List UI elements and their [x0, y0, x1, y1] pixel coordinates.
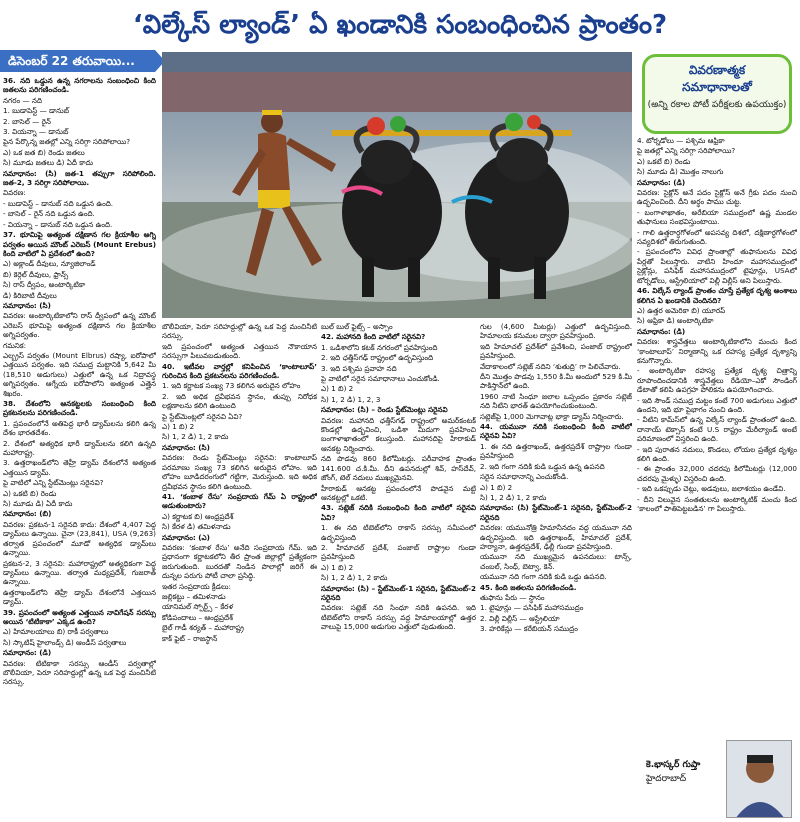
body-text: నది పొడవు 860 కిలోమీటర్లు. పరీవాహక ప్రాంతం 141.600 చ.కి.మీ. దీని ఉపనదుల్లో శివ్, హస్‌దేవ్, జోంగ్, టెల్ నదులు ముఖ్యమైనవి. — [321, 454, 476, 483]
body-text: గమనిక: — [3, 340, 27, 350]
body-text: పై స్టేట్‌మెంట్లలో సరైనవి ఏవి? — [162, 411, 243, 421]
answer-text: సమాధానం: (సి) — [3, 300, 51, 310]
body-text: సి) 1, 2 డి) 1, 2 కాదు — [480, 492, 547, 502]
body-text: సి) మూడు జతలు డి) ఏదీ కాదు — [3, 158, 94, 168]
body-text: - బుడాపెస్ట్ – డానుబ్ నది ఒడ్డున ఉంది. — [3, 198, 114, 208]
body-text: పైన పేర్కొన్న జతల్లో ఎన్ని సరిగ్గా సరిపోలాయి? — [3, 137, 131, 147]
body-text: 1. బుడాపెస్ట్ — డానుబ్ — [3, 106, 70, 116]
body-text: - బాసెల్ – రైన్ నది ఒడ్డున ఉంది. — [3, 209, 95, 219]
body-text: వివరణ: సైక్లోన్ అనే పదం సైక్లోస్ అనే గ్రీకు పదం నుంచి ఉద్భవించింది. దీని అర్థం పాము చుట్ట. — [637, 188, 797, 207]
body-text: 2. ఇది గంగా నదికి కుడి ఒడ్డున ఉన్న ఉపనది — [480, 461, 605, 471]
body-text: ఇది హిమాచల్ ప్రదేశ్‌లో ప్రవేశించి, పంజాబ్ రాష్ట్రంలో ప్రవహిస్తుంది. — [480, 341, 632, 361]
body-text: ఎల్బ్రస్ పర్వతం (Mount Elbrus) రష్యా, ఐరోపాలో ఎత్తయిన పర్వతం. ఇది సముద్ర మట్టానికి 5,642 మీ (18,510 అడుగులు) ఎత్తులో ఉన్న ఒక నిద్రావస్థ అగ్నిపర్వతం. ఆగ్నేయ ఐరోపాలోని అత్యంత ఎత్తైన శిఖరం. — [3, 350, 156, 398]
answer-text: సమాధానం: (ఎ) — [162, 532, 210, 542]
body-text: 2. బాసెల్ — రైన్ — [3, 116, 51, 126]
body-text: తుఫాను పేరు — స్థానం — [480, 592, 545, 602]
author-credit — [646, 760, 726, 786]
body-text: సి) రాస్ ద్వీపం, అంటార్కిటికా — [3, 280, 86, 290]
body-text: సి) 1, 2 డి) 1, 2 కాదు — [162, 432, 229, 442]
body-text: జల్లికట్టు – తమిళనాడు — [162, 591, 226, 601]
question-text: 40. ఇటీవల వార్తల్లో కనిపించిన ‘కాంటాలూప్’ గురించిన కింది ప్రకటనలను పరిగణించండి. — [162, 361, 317, 381]
body-text: 2. ఇది ఛత్తీస్‌గఢ్ రాష్ట్రంలో ఉద్భవిస్తుంది — [321, 353, 434, 363]
answer-text: సమాధానం: (సి) జత-1 తప్పుగా సరిపోలింది. జత-2, 3 సరిగ్గా సరిపోలాయి. — [3, 168, 156, 188]
body-text: బొలీవియా, పెరూ సరిహద్దుల్లో ఉన్న ఒక పెద్ద మంచినీటి సరస్సు. — [162, 322, 317, 341]
body-text: - ఇది ఒకప్పుడు చెట్లు, అడవులు, జలాశయం ఉండేవి. — [637, 484, 786, 494]
body-text: సి) ఆఫ్రికా డి) అంటార్కిటికా — [637, 316, 714, 326]
body-text: సి) స్కాటిష్ హైలాండ్స్ డి) ఆండీస్ పర్వతాలు — [3, 637, 127, 647]
body-text: ప్రకటన-2, 3 సరైనవి: మహారాష్ట్రలో అత్యధికంగా పెద్ద డ్యామ్‌లు ఉన్నాయి. తర్వాత మధ్యప్రదేశ్, గుజరాత్ ఉన్నాయి. — [3, 558, 156, 587]
body-text: 1. ప్రపంచంలోనే అతిపెద్ద భారీ డ్యామ్‌లను కలిగి ఉన్న దేశం భారతదేశం. — [3, 418, 156, 438]
body-text: 2. ఇది అధిక ద్రవీభవన స్థానం, తుప్పు నిరోధక లక్షణాలను కలిగి ఉంటుంది — [162, 391, 317, 411]
body-text: వివరణ: సట్లెజ్ నది సింధూ నదికి ఉపనది. ఇది టిబెట్‌లోని రాకాస్ సరస్సు వద్ద హిమాలయాల్లో ఉత్తర వాలుపై 15,000 అడుగుల ఎత్తులో పుడుతుంది. — [321, 603, 476, 632]
body-text: - ఈ ప్రాంతం 32,000 చదరపు కిలోమీటర్లు (12,000 చదరపు మైళ్ళు) విస్తరించి ఉంది. — [637, 464, 797, 483]
callout-line1: వివరణాత్మక — [688, 63, 746, 77]
question-text: 36. నది ఒడ్డున ఉన్న నగరాలను సంబంధించి కింది జతలను పరిగణించండి. — [3, 76, 156, 95]
author-photo — [726, 740, 792, 818]
body-text: వివరణ: శాస్త్రవేత్తలు అంటార్కిటికాలోని మంచు కింద ‘కాంటాలూప్’ నిర్మాణాన్ని ఒక రహస్య ప్రత్యేక దృశ్యాన్ని కనుగొన్నారు. — [637, 337, 797, 365]
body-text: 2. హిమాచల్ ప్రదేశ్, పంజాబ్ రాష్ట్రాల గుండా ప్రవహిస్తుంది — [321, 542, 476, 562]
body-text: - అంటార్కిటికా రహస్య ప్రత్యేక దృశ్య చిత్రాన్ని రూపొందించడానికి శాస్త్రవేత్తలు రేడియో–ఎకో సౌండింగ్ డేటాతో కలిపి ఉపగ్రహ పోలికను ఉపయోగించారు. — [637, 366, 797, 395]
answer-text: సమాధానం: (డి) — [3, 648, 52, 658]
body-text: వివరణ: ‘కంబాళ రేసు’ అనేది సంప్రదాయ గేమ్. ఇది ప్రధానంగా కర్ణాటకలోని తీర ప్రాంత జిల్లాల్లో ప్రత్యేకంగా జరుగుతుంది. బురదతో నిండిన పొలాల్లో జరిగే ఈ దున్నల పరుగు పోటీ చాలా ప్రసిద్ధి. — [162, 542, 317, 581]
question-text: 37. భూమిపై అత్యంత దక్షిణాన గల క్రియాశీల అగ్ని పర్వతం అయిన మౌంట్ ఎరెబస్ (Mount Erebus) కింది వాటిలో ఏ ప్రదేశంలో ఉంది? — [3, 230, 156, 258]
body-text: యమునా నది ముఖ్యమైన ఉపనదులు: టాన్స్, చంబల్, సింధ్, బెట్వా, కెన్. — [480, 552, 632, 571]
body-text: సి) 1, 2 డి) 1, 2 కాదు — [321, 573, 388, 583]
body-text: వివరణ: అంటార్కిటికాలోని రాస్ ద్వీపంలో ఉన్న మౌంట్ ఎరెబస్ భూమిపై అత్యంత దక్షిణాన గల క్రియాశీల అగ్నిపర్వతం. — [3, 311, 156, 340]
body-text: పై వాటిలో ఎన్ని స్టేట్‌మెంట్లు సరైనవి? — [3, 478, 104, 488]
body-text: యమునా నది గంగా నదికి కుడి ఒడ్డు ఉపనది. — [480, 572, 607, 582]
answer-text: సమాధానం: (డి) — [637, 177, 686, 187]
body-text: - వీటిని కామ్‌స్‌లో ఉన్న విల్కేస్ ల్యాండ్ ప్రాంతంలో ఉంది. దానాయ్ టెక్సాస్ కంటే U.S రాష్ట్రం మేరీల్యాండ్ అంటే పరిమాణంలో విస్తరించి ఉంది. — [637, 415, 797, 444]
question-text: 39. ప్రపంచంలో అత్యంత ఎత్తయిన నావిగేషన్ సరస్సు అయిన ‘టిటికాకా’ ఎక్కడ ఉంది? — [3, 607, 156, 626]
body-text: డి) కిరిబాటి దీవులు — [3, 290, 57, 300]
body-text: సి) మూడు డి) ఏదీ కాదు — [3, 499, 73, 509]
question-text: 45. కింది జతలను పరిగణించండి. — [480, 582, 577, 592]
answer-text: సమాధానం: (బి) — [3, 509, 52, 519]
body-text: ఎ) అక్లాండ్ దీవులు, న్యూజిలాండ్ — [3, 259, 96, 269]
column-2 — [162, 322, 317, 820]
body-text: - ఇది సౌండ్ సముద్ర మట్టం కంటే 700 అడుగులు ఎత్తులో ఉందని, ఇది భూ పైభాగం నుంచి ఉంది. — [637, 395, 797, 414]
body-text: ఇతర సంప్రదాయ క్రీడలు: — [162, 581, 231, 591]
body-text: 4. టోర్నడోలు — పశ్చిమ ఆఫ్రికా — [637, 136, 725, 145]
body-text: ఎ) 1 బి) 2 — [321, 562, 354, 572]
body-text: సి) 1, 2 డి) 1, 2, 3 — [321, 394, 381, 404]
body-text: హీరాకుడ్ ఆనకట్ట ప్రపంచంలోనే పొడవైన మట్టి ఆనకట్టల్లో ఒకటి. — [321, 483, 476, 502]
body-text: ఎ) హిమాలయాలు బి) రాకీ పర్వతాలు — [3, 627, 109, 637]
date-tag: డిసెంబర్ 22 తరువాయి... — [0, 50, 155, 72]
answer-text: సమాధానం: (సి) – రెండు స్టేట్‌మెంట్లు సరైనవి — [321, 405, 448, 415]
question-text: 38. దేశంలోని ఆనకట్టలకు సంబంధించి కింది ప్రకటనలను పరిగణించండి. — [3, 399, 156, 418]
question-text: 43. సట్లెజ్ నదికి సంబంధించి కింది వాటిలో సరైనవి ఏవి? — [321, 503, 476, 522]
body-text: 1. ఇది కర్ణాటక సంఖ్య 73 కలిగిన అరుదైన లోహం — [162, 381, 301, 391]
question-text: 46. విల్కేస్ ల్యాండ్ ప్రాంతం చూస్తే ప్రత్యేక దృశ్య అంశాలు కలిగిన ఏ ఖండానికి చెందినది? — [637, 286, 797, 305]
body-text: ఉత్తరాఖండ్‌లోని తెహ్రీ డ్యామ్ దేశంలోనే ఎత్తయిన డ్యామ్. — [3, 587, 156, 607]
answer-text: సమాధానం: (సి) స్టేట్‌మెంట్-1 సరైనది, స్టేట్‌మెంట్-2 సరైనది — [480, 503, 632, 522]
answer-text: సమాధానం: (సి) — [162, 442, 210, 452]
body-text: ఎ) ఒకటి బి) రెండు — [3, 488, 57, 498]
body-text: 3. ఉత్తరాఖండ్‌లోని తెహ్రీ డ్యామ్ దేశంలోనే అత్యంత ఎత్తయిన డ్యామ్. — [3, 458, 156, 477]
body-text: ఎ) ఒకటే బి) రెండు — [637, 156, 691, 166]
body-text: పై వాటిలో సరైన సమాధానాలు ఎంచుకోండి. — [321, 374, 440, 384]
body-text: 1. ఒడిశాలోని కటక్ నగరంలో ప్రవహిస్తుంది — [321, 342, 438, 352]
body-text: 1960 నాటి సింధూ జలాల ఒప్పందం ప్రకారం సట్లెజ్ నది నీటిని భారత్ ఉపయోగించుకుంటుంది. — [480, 391, 632, 411]
body-text: 1. టైఫూన్లు — పసిఫిక్ మహాసముద్రం — [480, 603, 584, 613]
body-text: సి) మూడు డి) మొత్తం నాలుగు — [637, 167, 724, 177]
body-text: పై జతల్లో ఎన్ని సరిగ్గా సరిపోలాయి? — [637, 146, 736, 156]
body-text: - గాలి ఉత్తరార్ధగోళంలో అపసవ్య దిశలో, దక్షిణార్ధగోళంలో సవ్యదిశలో తిరుగుతుంది. — [637, 227, 797, 247]
body-text: - వియన్నా – డానుబ్ నది ఒడ్డున ఉంది. — [3, 219, 113, 229]
body-text: ఎ) 1 బి) 2 — [162, 422, 195, 432]
body-text: వేదాకాలంలో సట్లెజ్ నదిని ‘శుతుద్రి’ గా పిలిచేవారు. — [480, 361, 621, 371]
body-text: సరైన సమాధానాన్ని ఎంచుకోండి. — [480, 472, 569, 482]
body-text: ఎ) ఉత్తర అమెరికా బి) యూరప్ — [637, 305, 726, 315]
body-text: - దీని విలువైన సంతతులను అంటార్కిటిక్ మంచు కింద ‘కాలంలో పాతిపెట్టబడిన’ గా పిలుస్తారు. — [637, 494, 797, 514]
body-text: - బంగాళాఖాతం, అరేబియా సముద్రంలో ఉష్ణ మండల తుఫానులు సంభవిస్తుంటాయి. — [637, 207, 797, 227]
column-3 — [321, 322, 476, 820]
body-text: ఇది ప్రపంచంలో అత్యంత ఎత్తయిన నౌకాయాన సరస్సుగా పిలువబడుతుంది. — [162, 341, 317, 361]
body-text: ఎ) ఒక జత బి) రెండు జతలు — [3, 147, 85, 157]
body-text: సట్లెజ్‌పై 1,000 మెగావాట్ల భాక్రా డ్యామ్ నిర్మించారు. — [480, 411, 624, 421]
body-text: యానిమల్ స్పోర్ట్స్ – కేరళ — [162, 602, 234, 612]
body-text: కాక్ ఫైట్ – రాజస్థాన్ — [162, 633, 218, 643]
body-text: వివరణ: మహానది ఛత్తీస్‌గఢ్ రాష్ట్రంలో అమర్‌కంటక్ కొండల్లో ఉద్భవించి, ఒడిశా మీదుగా ప్రవహించి బంగాళాఖాతంలో కలుస్తుంది. మహానదిపై హిరాకుడ్ ఆనకట్ట నిర్మించారు. — [321, 415, 476, 453]
body-text: నగరం — నది — [3, 95, 43, 105]
question-text: 42. మహానది కింది వాటిలో సరైనవి? — [321, 332, 426, 342]
body-text: వివరణ: రెండు స్టేట్‌మెంట్లు సరైనవి: కాంటాలూప్ పరమాణు సంఖ్య 73 కలిగిన అరుదైన లోహం. ఇది లోహం బూడిదరంగులో గట్టిగా, మెరుస్తుంది. ఇది అధిక ద్రవీభవన స్థానం కలిగి ఉంటుంది. — [162, 453, 317, 491]
body-text: ఎ) 1 బి) 2 — [321, 384, 354, 394]
callout-line3: (అన్ని రకాల పోటీ పరీక్షలకు ఉపయుక్తం) — [647, 100, 787, 110]
body-text: వివరణ: టిటికాకా సరస్సు ఆండీస్ పర్వతాల్లో బొలీవియా, పెరూ సరిహద్దుల్లో ఉన్న ఒక పెద్ద మంచినీటి సరస్సు. — [3, 658, 156, 687]
body-text: - ఇది పురాతన నదులు, కొండలు, లోయల ప్రత్యేక దృశ్యం కలిగి ఉంది. — [637, 444, 797, 463]
column-4 — [480, 322, 632, 820]
body-text: వివరణ: — [3, 188, 26, 198]
body-text: 3. వియన్నా — డానుబ్ — [3, 127, 69, 137]
author-place: హైదరాబాద్ — [646, 774, 687, 784]
body-text: - ప్రపంచంలోని వివిధ ప్రాంతాల్లో తుఫానులను వివిధ పేర్లతో పిలుస్తారు. వాటిని హిందూ మహాసముద్రంలో సైక్లోన్లు, పసిఫిక్ మహాసముద్రంలో టైఫూన్లు, USAలో టోర్నడోలు, ఆస్ట్రేలియాలో విల్లీ విల్లీస్ అని పిలుస్తారు. — [637, 247, 797, 285]
body-text: బైల్ గాడీ శర్యత్ – మహారాష్ట్ర — [162, 623, 244, 633]
body-text: బి) కెర్గెల్ దీవులు, ఫ్రాన్స్ — [3, 269, 69, 279]
question-text: 41. ‘కంబాళ రేసు’ సంప్రదాయ గేమ్ ఏ రాష్ట్రంలో ఆడుతుంటారు? — [162, 491, 317, 511]
body-text: దీని మొత్తం పొడవు 1,550 కి.మీ అందులో 529 కి.మీ పాకిస్తాన్‌లో ఉంది. — [480, 372, 632, 391]
column-1 — [3, 76, 156, 820]
body-text: వివరణ: ప్రకటన-1 సరైనది కాదు: దేశంలో 4,407 పెద్ద డ్యామ్‌లు ఉన్నాయి. చైనా (23,841), USA (9,263) తర్వాత ప్రపంచంలో మూడో అత్యధిక డ్యామ్‌లు ఉన్నాయి. — [3, 519, 156, 558]
answer-text: సమాధానం: (డి) — [637, 326, 686, 336]
body-text: ఎ) కర్ణాటక బి) ఆంధ్రప్రదేశ్ — [162, 511, 234, 521]
author-name: కె.భాస్కర్ గుప్తా — [646, 760, 701, 770]
body-text: ఎ) 1 బి) 2 — [480, 482, 513, 492]
page-headline: ‘విల్కేస్ ల్యాండ్’ ఏ ఖండానికి సంబంధించిన ప్రాంతం? — [132, 10, 668, 40]
body-text: గుల (4,600 మీటర్లు) ఎత్తులో ఉద్భవిస్తుంది. హిమాలయ కనుమల ద్వారా ప్రవహిస్తుంది. — [480, 322, 632, 341]
info-callout — [642, 54, 792, 134]
body-text: సి) కేరళ డి) తమిళనాడు — [162, 522, 231, 532]
column-5 — [637, 136, 797, 788]
body-text: కోడిపందాలు – ఆంధ్రప్రదేశ్ — [162, 612, 233, 622]
body-text: 3. ఇది పశ్చిమ ప్రవాహ నది — [321, 363, 397, 373]
answer-text: సమాధానం: (సి) – స్టేట్‌మెంట్-1 సరైనది, స్టేట్‌మెంట్-2 సరైనది — [321, 583, 476, 602]
body-text: బుల్ బుల్ ఫైట్స్ – అస్సాం — [321, 322, 393, 331]
body-text: 1. ఈ నది ఉత్తరాఖండ్, ఉత్తరప్రదేశ్ రాష్ట్రాల గుండా ప్రవహిస్తుంది — [480, 441, 632, 461]
kambala-illustration — [162, 52, 632, 318]
body-text: వివరణ: యమునోత్రి హిమానీనదం వద్ద యమునా నది ఉద్భవిస్తుంది. ఇది ఉత్తరాఖండ్, హిమాచల్ ప్రదేశ్, హర్యానా, ఉత్తరప్రదేశ్, ఢిల్లీ గుండా ప్రవహిస్తుంది. — [480, 523, 632, 551]
body-text: 2. విల్లీ విల్లీస్ — ఆస్ట్రేలియా — [480, 613, 560, 623]
callout-line2: సమాధానాలతో — [682, 80, 752, 94]
kambala-photo — [162, 52, 632, 318]
question-text: 44. యమునా నదికి సంబంధించి కింది వాటిలో సరైనవి ఏవి? — [480, 422, 632, 441]
body-text: 2. దేశంలో అత్యధిక భారీ డ్యామ్‌లను కలిగి ఉన్నది మహారాష్ట్ర. — [3, 438, 156, 458]
body-text: 1. ఈ నది టిబెట్‌లోని రాకాస్ సరస్సు సమీపంలో ఉద్భవిస్తుంది — [321, 523, 476, 542]
body-text: 3. హరికేన్లు — కరేబియన్ సముద్రం — [480, 624, 578, 634]
